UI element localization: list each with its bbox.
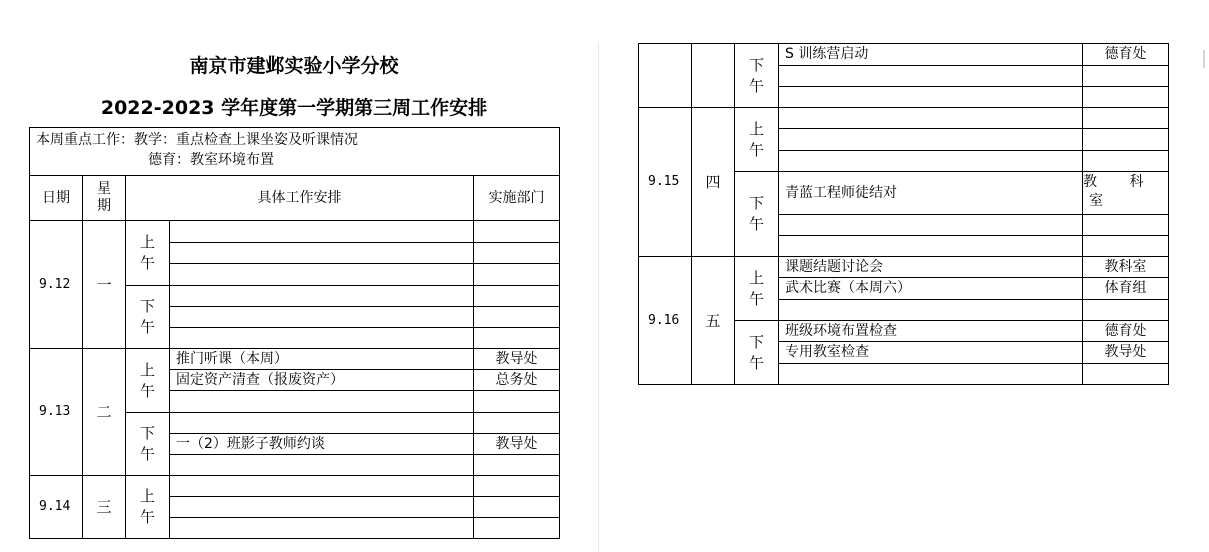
morning-label: 上 午: [735, 257, 779, 321]
task-cell: [779, 87, 1083, 108]
task-cell: 一（2）班影子教师约谈: [170, 434, 474, 455]
schedule-table-right: [638, 43, 1169, 385]
dept-cell: [474, 286, 560, 307]
dept-cell: [1083, 87, 1169, 108]
task-cell: [779, 236, 1083, 257]
date-cell: 9.16: [639, 257, 692, 385]
morning-label: 上 午: [126, 221, 170, 286]
morning-label: 上 午: [735, 108, 779, 172]
header-date: 日期: [30, 176, 83, 221]
task-cell: [779, 364, 1083, 385]
dept-cell: 德育处: [1083, 44, 1169, 66]
dept-cell: [1083, 108, 1169, 129]
weekly-focus-moral: 德育：教室环境布置: [148, 152, 274, 169]
date-cell: 9.15: [639, 108, 692, 257]
afternoon-label: 下 午: [735, 172, 779, 257]
task-cell: [779, 108, 1083, 129]
task-cell: 专用教室检查: [779, 342, 1083, 364]
dept-cell: [1083, 66, 1169, 87]
task-cell: 固定资产清查（报废资产）: [170, 370, 474, 391]
schedule-title: 2022-2023 学年度第一学期第三周工作安排: [100, 97, 488, 119]
dept-cell: [1083, 215, 1169, 236]
task-cell: 青蓝工程师徒结对: [779, 172, 1083, 215]
date-cell: 9.14: [30, 476, 83, 539]
task-cell: [170, 413, 474, 434]
date-cell: [639, 44, 692, 108]
task-cell: [779, 215, 1083, 236]
task-cell: S 训练营启动: [779, 44, 1083, 66]
header-weekday: 星 期: [83, 176, 126, 221]
dept-cell: [474, 243, 560, 264]
header-work: 具体工作安排: [126, 176, 474, 221]
task-cell: 课题结题讨论会: [779, 257, 1083, 278]
school-title: 南京市建邺实验小学分校: [189, 55, 399, 77]
task-cell: [779, 300, 1083, 321]
dept-cell: [474, 476, 560, 497]
date-cell: 9.12: [30, 221, 83, 349]
task-cell: [170, 476, 474, 497]
dept-cell: [474, 328, 560, 349]
weekly-focus: [30, 128, 560, 176]
dept-cell: [474, 264, 560, 286]
dept-cell: 德育处: [1083, 321, 1169, 342]
task-cell: [170, 391, 474, 413]
morning-label: 上 午: [126, 476, 170, 539]
afternoon-label: 下 午: [126, 286, 170, 349]
dept-cell: 体育组: [1083, 278, 1169, 300]
task-cell: [170, 264, 474, 286]
dept-cell: [1083, 236, 1169, 257]
dept-cell: [474, 307, 560, 328]
dept-cell: 教导处: [474, 434, 560, 455]
dept-cell: 教 科 室: [1083, 172, 1169, 215]
task-cell: [170, 497, 474, 518]
dept-cell: 总务处: [474, 370, 560, 391]
task-cell: 武术比赛（本周六）: [779, 278, 1083, 300]
dept-cell: 教导处: [1083, 342, 1169, 364]
task-cell: [170, 455, 474, 476]
dept-cell: [474, 413, 560, 434]
date-cell: 9.13: [30, 349, 83, 476]
dept-cell: [1083, 364, 1169, 385]
afternoon-label: 下 午: [735, 44, 779, 108]
task-cell: [779, 129, 1083, 151]
weekday-cell: 一: [83, 221, 126, 349]
weekday-cell: [692, 44, 735, 108]
dept-cell: [1083, 129, 1169, 151]
afternoon-label: 下 午: [735, 321, 779, 385]
dept-cell: [474, 497, 560, 518]
dept-cell: [474, 391, 560, 413]
task-cell: 推门听课（本周）: [170, 349, 474, 370]
weekday-cell: 二: [83, 349, 126, 476]
task-cell: 班级环境布置检查: [779, 321, 1083, 342]
task-cell: [170, 328, 474, 349]
morning-label: 上 午: [126, 349, 170, 413]
afternoon-label: 下 午: [126, 413, 170, 476]
schedule-table-left: [29, 127, 560, 539]
dept-cell: [474, 455, 560, 476]
weekday-cell: 三: [83, 476, 126, 539]
page-edge-marker: [1203, 50, 1205, 68]
dept-cell: 教科室: [1083, 257, 1169, 278]
task-cell: [779, 151, 1083, 172]
task-cell: [170, 518, 474, 539]
page-divider: [598, 42, 599, 552]
dept-cell: 教导处: [474, 349, 560, 370]
weekday-cell: 五: [692, 257, 735, 385]
header-dept: 实施部门: [474, 176, 560, 221]
dept-cell: [1083, 300, 1169, 321]
task-cell: [170, 307, 474, 328]
dept-cell: [474, 221, 560, 243]
task-cell: [170, 221, 474, 243]
dept-cell: [1083, 151, 1169, 172]
weekly-focus-teaching: 本周重点工作：教学：重点检查上课坐姿及听课情况: [36, 132, 358, 148]
weekday-cell: 四: [692, 108, 735, 257]
task-cell: [779, 66, 1083, 87]
task-cell: [170, 243, 474, 264]
dept-cell: [474, 518, 560, 539]
task-cell: [170, 286, 474, 307]
